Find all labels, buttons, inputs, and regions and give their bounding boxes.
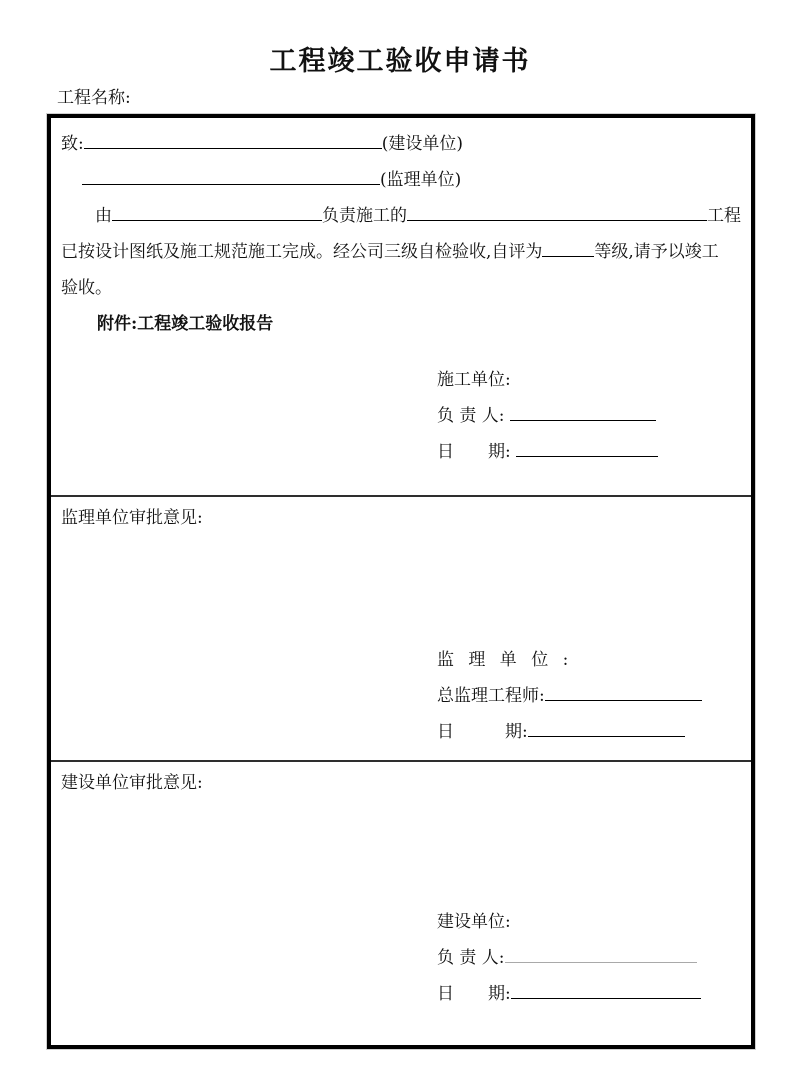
project-suffix: 工程 <box>707 206 741 226</box>
supervision-opinion-heading: 监理单位审批意见: <box>61 508 203 528</box>
to-line <box>61 126 741 162</box>
acceptance-text: 验收。 <box>61 278 112 298</box>
supervision-unit-name-blank[interactable] <box>82 162 380 185</box>
responsible-for-text: 负责施工的 <box>322 206 407 226</box>
chief-engineer-label: 总监理工程师: <box>437 686 545 706</box>
chief-engineer-blank[interactable] <box>545 678 702 701</box>
construction-date-label: 日 期: <box>437 984 511 1004</box>
completion-line <box>61 234 741 270</box>
contractor-unit-row <box>437 362 658 398</box>
supervision-date-label: 日 期: <box>437 722 528 742</box>
supervision-signature-block <box>437 642 702 750</box>
contractor-unit-label: 施工单位: <box>437 370 511 390</box>
contractor-person-blank[interactable] <box>510 398 656 421</box>
attachment-note: 附件:工程竣工验收报告 <box>97 314 274 334</box>
contractor-line <box>61 198 741 234</box>
to-label: 致: <box>61 134 84 154</box>
completion-text: 已按设计图纸及施工规范施工完成。经公司三级自检验收,自评为 <box>61 242 543 262</box>
section-construction-opinion <box>51 762 751 1045</box>
supervision-unit-suffix: (监理单位) <box>380 170 462 190</box>
construction-person-label: 负 责 人: <box>437 948 505 968</box>
chief-engineer-row <box>437 678 702 714</box>
contractor-name-blank[interactable] <box>112 198 322 221</box>
construction-date-row <box>437 976 701 1012</box>
supervision-unit-label: 监 理 单 位 : <box>437 650 569 670</box>
supervision-date-row <box>437 714 702 750</box>
construction-unit-row <box>437 904 701 940</box>
doc-title: 工程竣工验收申请书 <box>269 46 531 77</box>
construction-person-row <box>437 940 701 976</box>
project-name-label: 工程名称: <box>57 88 131 108</box>
grade-blank[interactable] <box>542 234 594 257</box>
grade-suffix-text: 等级,请予以竣工 <box>594 242 719 262</box>
construction-unit-name-blank[interactable] <box>84 126 382 149</box>
construction-unit-suffix: (建设单位) <box>381 134 463 154</box>
construction-unit-label: 建设单位: <box>437 912 511 932</box>
construction-person-blank[interactable] <box>505 940 697 963</box>
section-application <box>51 118 751 497</box>
supervision-date-blank[interactable] <box>528 714 685 737</box>
contractor-date-label: 日 期: <box>437 442 511 462</box>
supervision-line <box>61 162 741 198</box>
acceptance-line <box>61 270 741 306</box>
construction-signature-block <box>437 904 701 1012</box>
contractor-person-row <box>437 398 658 434</box>
contractor-date-row <box>437 434 658 470</box>
construction-date-blank[interactable] <box>511 976 701 999</box>
contractor-date-blank[interactable] <box>516 434 658 457</box>
form-box <box>47 114 755 1049</box>
contractor-person-label: 负 责 人: <box>437 406 505 426</box>
project-name-blank[interactable] <box>407 198 707 221</box>
contractor-signature-block <box>437 362 658 470</box>
supervision-unit-row <box>437 642 702 678</box>
construction-opinion-heading: 建设单位审批意见: <box>61 773 203 793</box>
section-supervision-opinion <box>51 497 751 762</box>
by-label: 由 <box>95 206 112 226</box>
